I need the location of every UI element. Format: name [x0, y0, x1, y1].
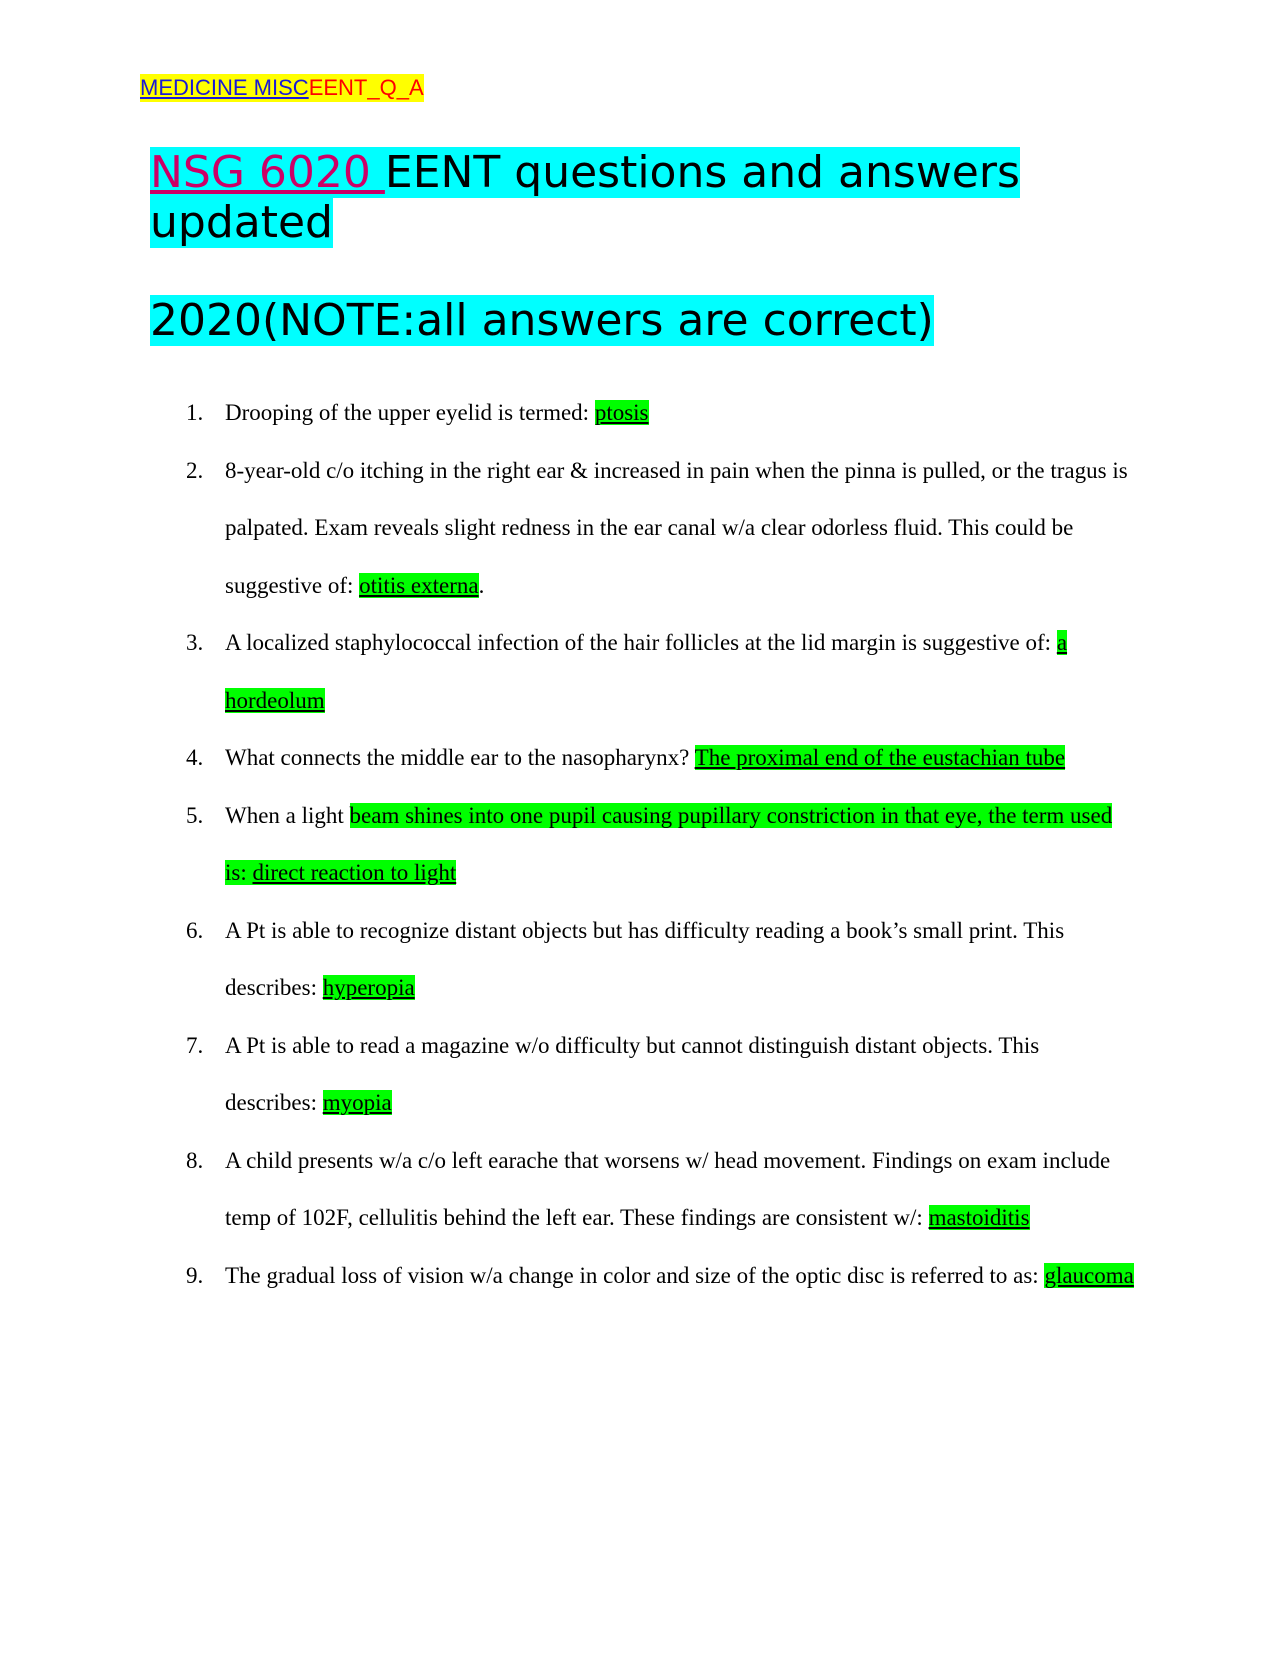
title-note: 2020(NOTE:all answers are correct) [150, 295, 934, 346]
item-number: 3. [186, 630, 204, 655]
page-title [150, 148, 1150, 248]
question-text: 8-year-old c/o itching in the right ear & increased in pain when the pinna is pulled, or the tragus is palpated. Exam reveals slight redness in the ear canal w/a clear odorless fluid. This could be suggestive of: [225, 457, 1128, 598]
question-text: A child presents w/a c/o left earache that worsens w/ head movement. Findings on exam include temp of 102F, cellulitis behind the left ear. These findings are consistent w/: [225, 1147, 1111, 1230]
question-text: Drooping of the upper eyelid is termed: [225, 400, 595, 425]
item-number: 7. [186, 1032, 204, 1058]
highlighted-question-text: beam shines into one pupil causing pupillary constriction in that eye, the term used is: [225, 802, 1113, 885]
answer-text: mastoiditis [928, 1205, 1030, 1230]
answer-text: ptosis [594, 400, 649, 425]
title-text: EENT questions and answers updated [150, 147, 1020, 248]
list-item [150, 1017, 1135, 1132]
answer-text: direct reaction to light [252, 860, 457, 885]
item-number: 1. [186, 400, 204, 425]
list-item [150, 1247, 1135, 1305]
page-title-line2 [150, 296, 934, 346]
course-code: NSG 6020 [150, 147, 385, 198]
item-number: 4. [186, 745, 204, 770]
item-number: 6. [186, 917, 204, 943]
answer-text: otitis externa [359, 572, 479, 598]
answer-text: a hordeolum [225, 630, 1068, 713]
answer-text: myopia [322, 1090, 392, 1115]
question-text: A Pt is able to read a magazine w/o difficulty but cannot distinguish distant objects. This describes: [225, 1032, 1040, 1115]
list-item [150, 902, 1135, 1017]
question-text: A Pt is able to recognize distant objects but has difficulty reading a book’s small print. This describes: [225, 917, 1065, 1000]
item-number: 2. [186, 457, 204, 483]
category-header [140, 74, 424, 102]
question-text: What connects the middle ear to the nasopharynx? [225, 745, 695, 770]
list-item [150, 787, 1135, 902]
question-text: When a light [225, 802, 350, 828]
list-item [150, 384, 1135, 442]
question-text: The gradual loss of vision w/a change in color and size of the optic disc is referred to as: [225, 1262, 1045, 1288]
item-number: 5. [186, 802, 204, 828]
answer-text: The proximal end of the eustachian tube [694, 745, 1066, 770]
list-item [150, 1132, 1135, 1247]
question-text: A localized staphylococcal infection of the hair follicles at the lid margin is suggestive of: [225, 630, 1057, 655]
item-number: 9. [186, 1262, 204, 1288]
answer-text: hyperopia [322, 975, 415, 1000]
list-item [150, 729, 1135, 787]
list-item [150, 442, 1135, 615]
category-link[interactable]: MEDICINE MISC [140, 75, 309, 100]
question-suffix: . [478, 572, 485, 598]
list-item [150, 614, 1135, 729]
question-list [150, 384, 1135, 1304]
item-number: 8. [186, 1147, 204, 1173]
category-suffix: EENT_Q_A [308, 75, 424, 100]
answer-text: glaucoma [1044, 1262, 1134, 1288]
